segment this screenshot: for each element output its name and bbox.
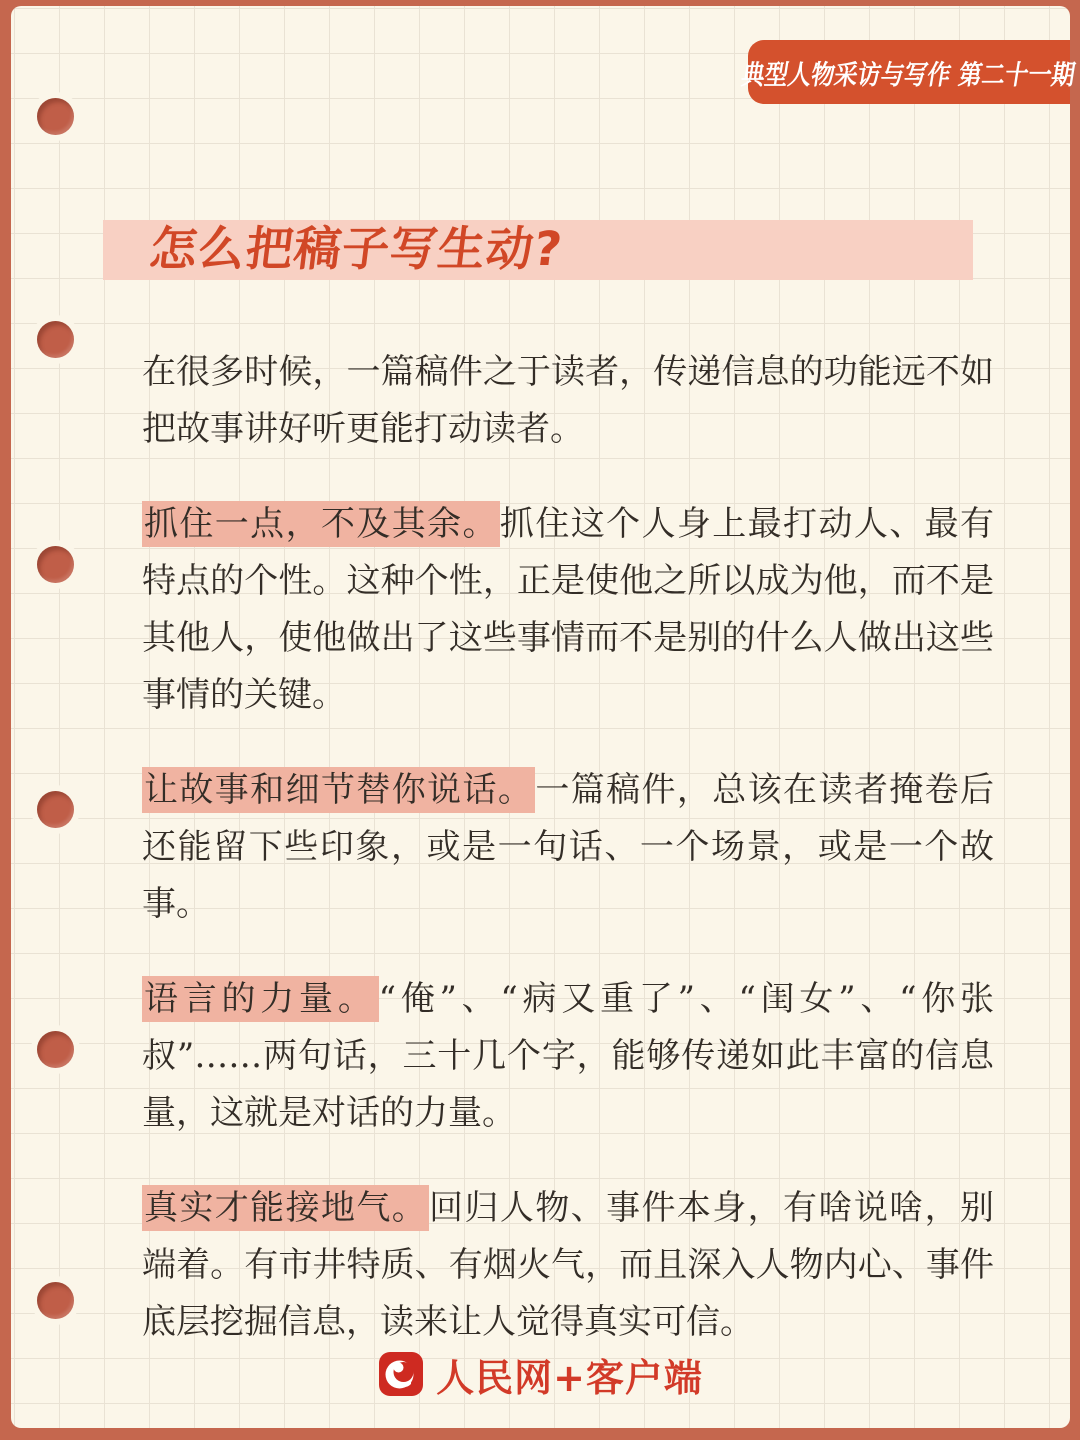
binder-hole xyxy=(37,546,74,583)
title-highlight-bar xyxy=(103,220,973,280)
paragraph-text: 一篇稿件，总该在读者掩卷后还能留下些印象，或是一句话、一个场景，或是一个故事。 xyxy=(142,770,995,924)
paragraph-focus-one-point xyxy=(142,496,994,724)
notebook-paper xyxy=(11,6,1078,1428)
binder-hole xyxy=(37,1031,74,1068)
paragraph-text: 在很多时候，一篇稿件之于读者，传递信息的功能远不如把故事讲好听更能打动读者。 xyxy=(142,352,994,449)
footer-brand xyxy=(11,1350,1070,1398)
people-daily-swirl-icon xyxy=(378,1351,424,1397)
binder-hole xyxy=(37,98,74,135)
paragraph-authenticity xyxy=(142,1180,994,1351)
paragraph-text: 抓住这个人身上最打动人、最有特点的个性。这种个性，正是使他之所以成为他，而不是其他人，使他做出了这些事情而不是别的什么人做出这些事情的关键。 xyxy=(142,504,995,715)
highlighted-phrase: 抓住一点，不及其余。 xyxy=(142,501,500,547)
binder-hole xyxy=(37,791,74,828)
brand-name: 人民网+客户端 xyxy=(436,1355,703,1400)
paragraph-intro xyxy=(142,344,994,458)
highlighted-phrase: 让故事和细节替你说话。 xyxy=(142,767,535,813)
binder-hole xyxy=(37,321,74,358)
page-title: 怎么把稿子写生动? xyxy=(146,222,566,277)
issue-badge xyxy=(739,40,1078,104)
issue-badge-label: 典型人物采访与写作 第二十一期 xyxy=(739,59,1078,91)
paragraph-power-of-language xyxy=(142,971,994,1142)
highlighted-phrase: 语言的力量。 xyxy=(142,976,379,1022)
binder-hole xyxy=(37,1282,74,1319)
paragraph-text: “俺”、“病又重了”、“闺女”、“你张叔”……两句话，三十几个字，能够传递如此丰富的信息量，这就是对话的力量。 xyxy=(142,979,995,1133)
article-body xyxy=(142,344,994,1389)
paragraph-text: 回归人物、事件本身，有啥说啥，别端着。有市井特质、有烟火气，而且深入人物内心、事件底层挖掘信息，读来让人觉得真实可信。 xyxy=(142,1188,995,1342)
highlighted-phrase: 真实才能接地气。 xyxy=(142,1185,429,1231)
paragraph-story-details xyxy=(142,762,994,933)
